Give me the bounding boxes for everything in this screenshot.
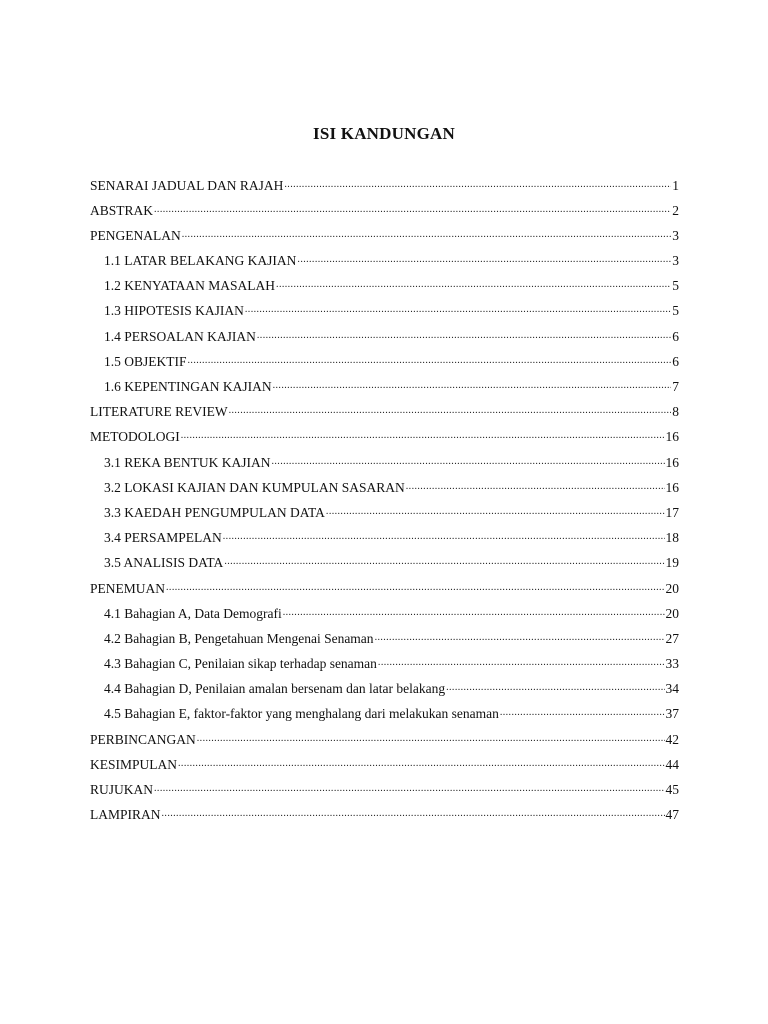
page-title: ISI KANDUNGAN [313, 124, 455, 143]
toc-subentry[interactable] [90, 327, 679, 352]
toc-entry[interactable] [90, 403, 679, 428]
toc-entry[interactable] [90, 226, 679, 251]
toc-entry-label: 1.3 HIPOTESIS KAJIAN [104, 303, 244, 319]
toc-entry-label: LAMPIRAN [90, 807, 161, 823]
toc-dot-leader [197, 730, 665, 744]
toc-page-number: 1 [672, 177, 679, 193]
toc-dot-leader [162, 806, 665, 820]
toc-dot-leader [283, 604, 665, 618]
toc-entry-label: METODOLOGI [90, 429, 180, 445]
toc-entry[interactable] [90, 579, 679, 604]
toc-subentry[interactable] [90, 680, 679, 705]
toc-entry[interactable] [90, 176, 679, 201]
toc-subentry[interactable] [90, 503, 679, 528]
toc-subentry[interactable] [90, 478, 679, 503]
toc-dot-leader [272, 453, 665, 467]
toc-page-number: 16 [665, 454, 679, 470]
toc-page-number: 42 [665, 731, 679, 747]
toc-subentry[interactable] [90, 604, 679, 629]
toc-dot-leader [223, 529, 665, 543]
toc-subentry[interactable] [90, 277, 679, 302]
toc-dot-leader [273, 378, 672, 392]
toc-dot-leader [446, 680, 664, 694]
toc-subentry[interactable] [90, 655, 679, 680]
toc-page-number: 16 [665, 479, 679, 495]
toc-page-number: 18 [665, 530, 679, 546]
toc-entry-label: PENGENALAN [90, 227, 181, 243]
toc-dot-leader [245, 302, 671, 316]
toc-page-number: 6 [672, 353, 679, 369]
toc-dot-leader [178, 755, 664, 769]
toc-dot-leader [154, 201, 671, 215]
toc-entry-label: 4.3 Bahagian C, Penilaian sikap terhadap senaman [104, 656, 377, 672]
toc-entry-label: 1.5 OBJEKTIF [104, 353, 187, 369]
toc-page-number: 20 [665, 580, 679, 596]
toc-dot-leader [500, 705, 665, 719]
toc-entry-label: SENARAI JADUAL DAN RAJAH [90, 177, 284, 193]
toc-entry-label: 1.1 LATAR BELAKANG KAJIAN [104, 253, 297, 269]
toc-entry-label: KESIMPULAN [90, 756, 178, 772]
toc-entry-label: 1.6 KEPENTINGAN KAJIAN [104, 379, 272, 394]
toc-dot-leader [224, 554, 664, 568]
toc-dot-leader [257, 327, 671, 341]
toc-page-number: 8 [672, 404, 679, 420]
toc-dot-leader [326, 503, 665, 517]
toc-page-number: 20 [665, 605, 679, 621]
toc-entry-label: 3.3 KAEDAH PENGUMPULAN DATA [104, 504, 325, 520]
toc-subentry[interactable] [90, 352, 679, 377]
toc-dot-leader [375, 629, 665, 643]
toc-dot-leader [229, 403, 672, 417]
toc-page-number: 6 [672, 328, 679, 344]
toc-dot-leader [297, 252, 671, 266]
toc-subentry[interactable] [90, 252, 679, 277]
toc-page-number: 16 [665, 429, 679, 445]
toc-entry[interactable] [90, 755, 679, 780]
toc-entry[interactable] [90, 730, 679, 755]
toc-dot-leader [154, 781, 664, 795]
toc-dot-leader [406, 478, 665, 492]
toc-page-number: 5 [672, 303, 679, 319]
toc-entry-label: PENEMUAN [90, 580, 166, 596]
toc-subentry[interactable] [90, 453, 679, 478]
toc-page-number: 34 [665, 681, 679, 697]
toc-entry-label: RUJUKAN [90, 782, 154, 797]
toc-entry-label: 3.1 REKA BENTUK KAJIAN [104, 454, 271, 470]
toc-page-number: 17 [665, 504, 679, 520]
toc-entry-label: 1.4 PERSOALAN KAJIAN [104, 328, 256, 344]
toc-page-number: 27 [665, 630, 679, 646]
toc-entry-label: 3.5 ANALISIS DATA [104, 555, 224, 571]
table-of-contents [90, 176, 679, 831]
toc-entry-label: 3.2 LOKASI KAJIAN DAN KUMPULAN SASARAN [104, 479, 405, 495]
toc-page-number: 3 [672, 227, 679, 243]
toc-subentry[interactable] [90, 554, 679, 579]
toc-dot-leader [182, 226, 672, 240]
toc-page-number: 37 [665, 706, 679, 722]
toc-page-number: 3 [672, 253, 679, 269]
toc-entry-label: 4.1 Bahagian A, Data Demografi [104, 605, 282, 621]
toc-entry[interactable] [90, 428, 679, 453]
toc-page-number: 7 [672, 379, 679, 394]
toc-page-number: 33 [665, 656, 679, 672]
toc-entry[interactable] [90, 781, 679, 806]
toc-page-number: 5 [672, 278, 679, 294]
toc-entry-label: 3.4 PERSAMPELAN [104, 530, 222, 546]
toc-dot-leader [181, 428, 665, 442]
toc-entry-label: LITERATURE REVIEW [90, 404, 228, 420]
toc-dot-leader [166, 579, 664, 593]
toc-subentry[interactable] [90, 302, 679, 327]
toc-entry[interactable] [90, 806, 679, 831]
toc-subentry[interactable] [90, 629, 679, 654]
toc-entry-label: 4.2 Bahagian B, Pengetahuan Mengenai Senaman [104, 630, 374, 646]
toc-subentry[interactable] [90, 378, 679, 403]
toc-dot-leader [276, 277, 671, 291]
toc-page-number: 45 [665, 782, 679, 797]
toc-dot-leader [378, 655, 665, 669]
toc-entry-label: PERBINCANGAN [90, 731, 196, 747]
toc-entry-label: ABSTRAK [90, 202, 154, 218]
toc-dot-leader [284, 176, 671, 190]
toc-page-number: 19 [665, 555, 679, 571]
toc-subentry[interactable] [90, 529, 679, 554]
toc-subentry[interactable] [90, 705, 679, 730]
toc-page-number: 47 [665, 807, 679, 823]
toc-entry-label: 4.5 Bahagian E, faktor-faktor yang menghalang dari melakukan senaman [104, 706, 499, 722]
toc-dot-leader [188, 352, 672, 366]
toc-entry-label: 4.4 Bahagian D, Penilaian amalan bersenam dan latar belakang [104, 681, 446, 697]
toc-page-number: 2 [672, 202, 679, 218]
toc-page-number: 44 [665, 756, 679, 772]
toc-entry[interactable] [90, 201, 679, 226]
toc-entry-label: 1.2 KENYATAAN MASALAH [104, 278, 276, 294]
